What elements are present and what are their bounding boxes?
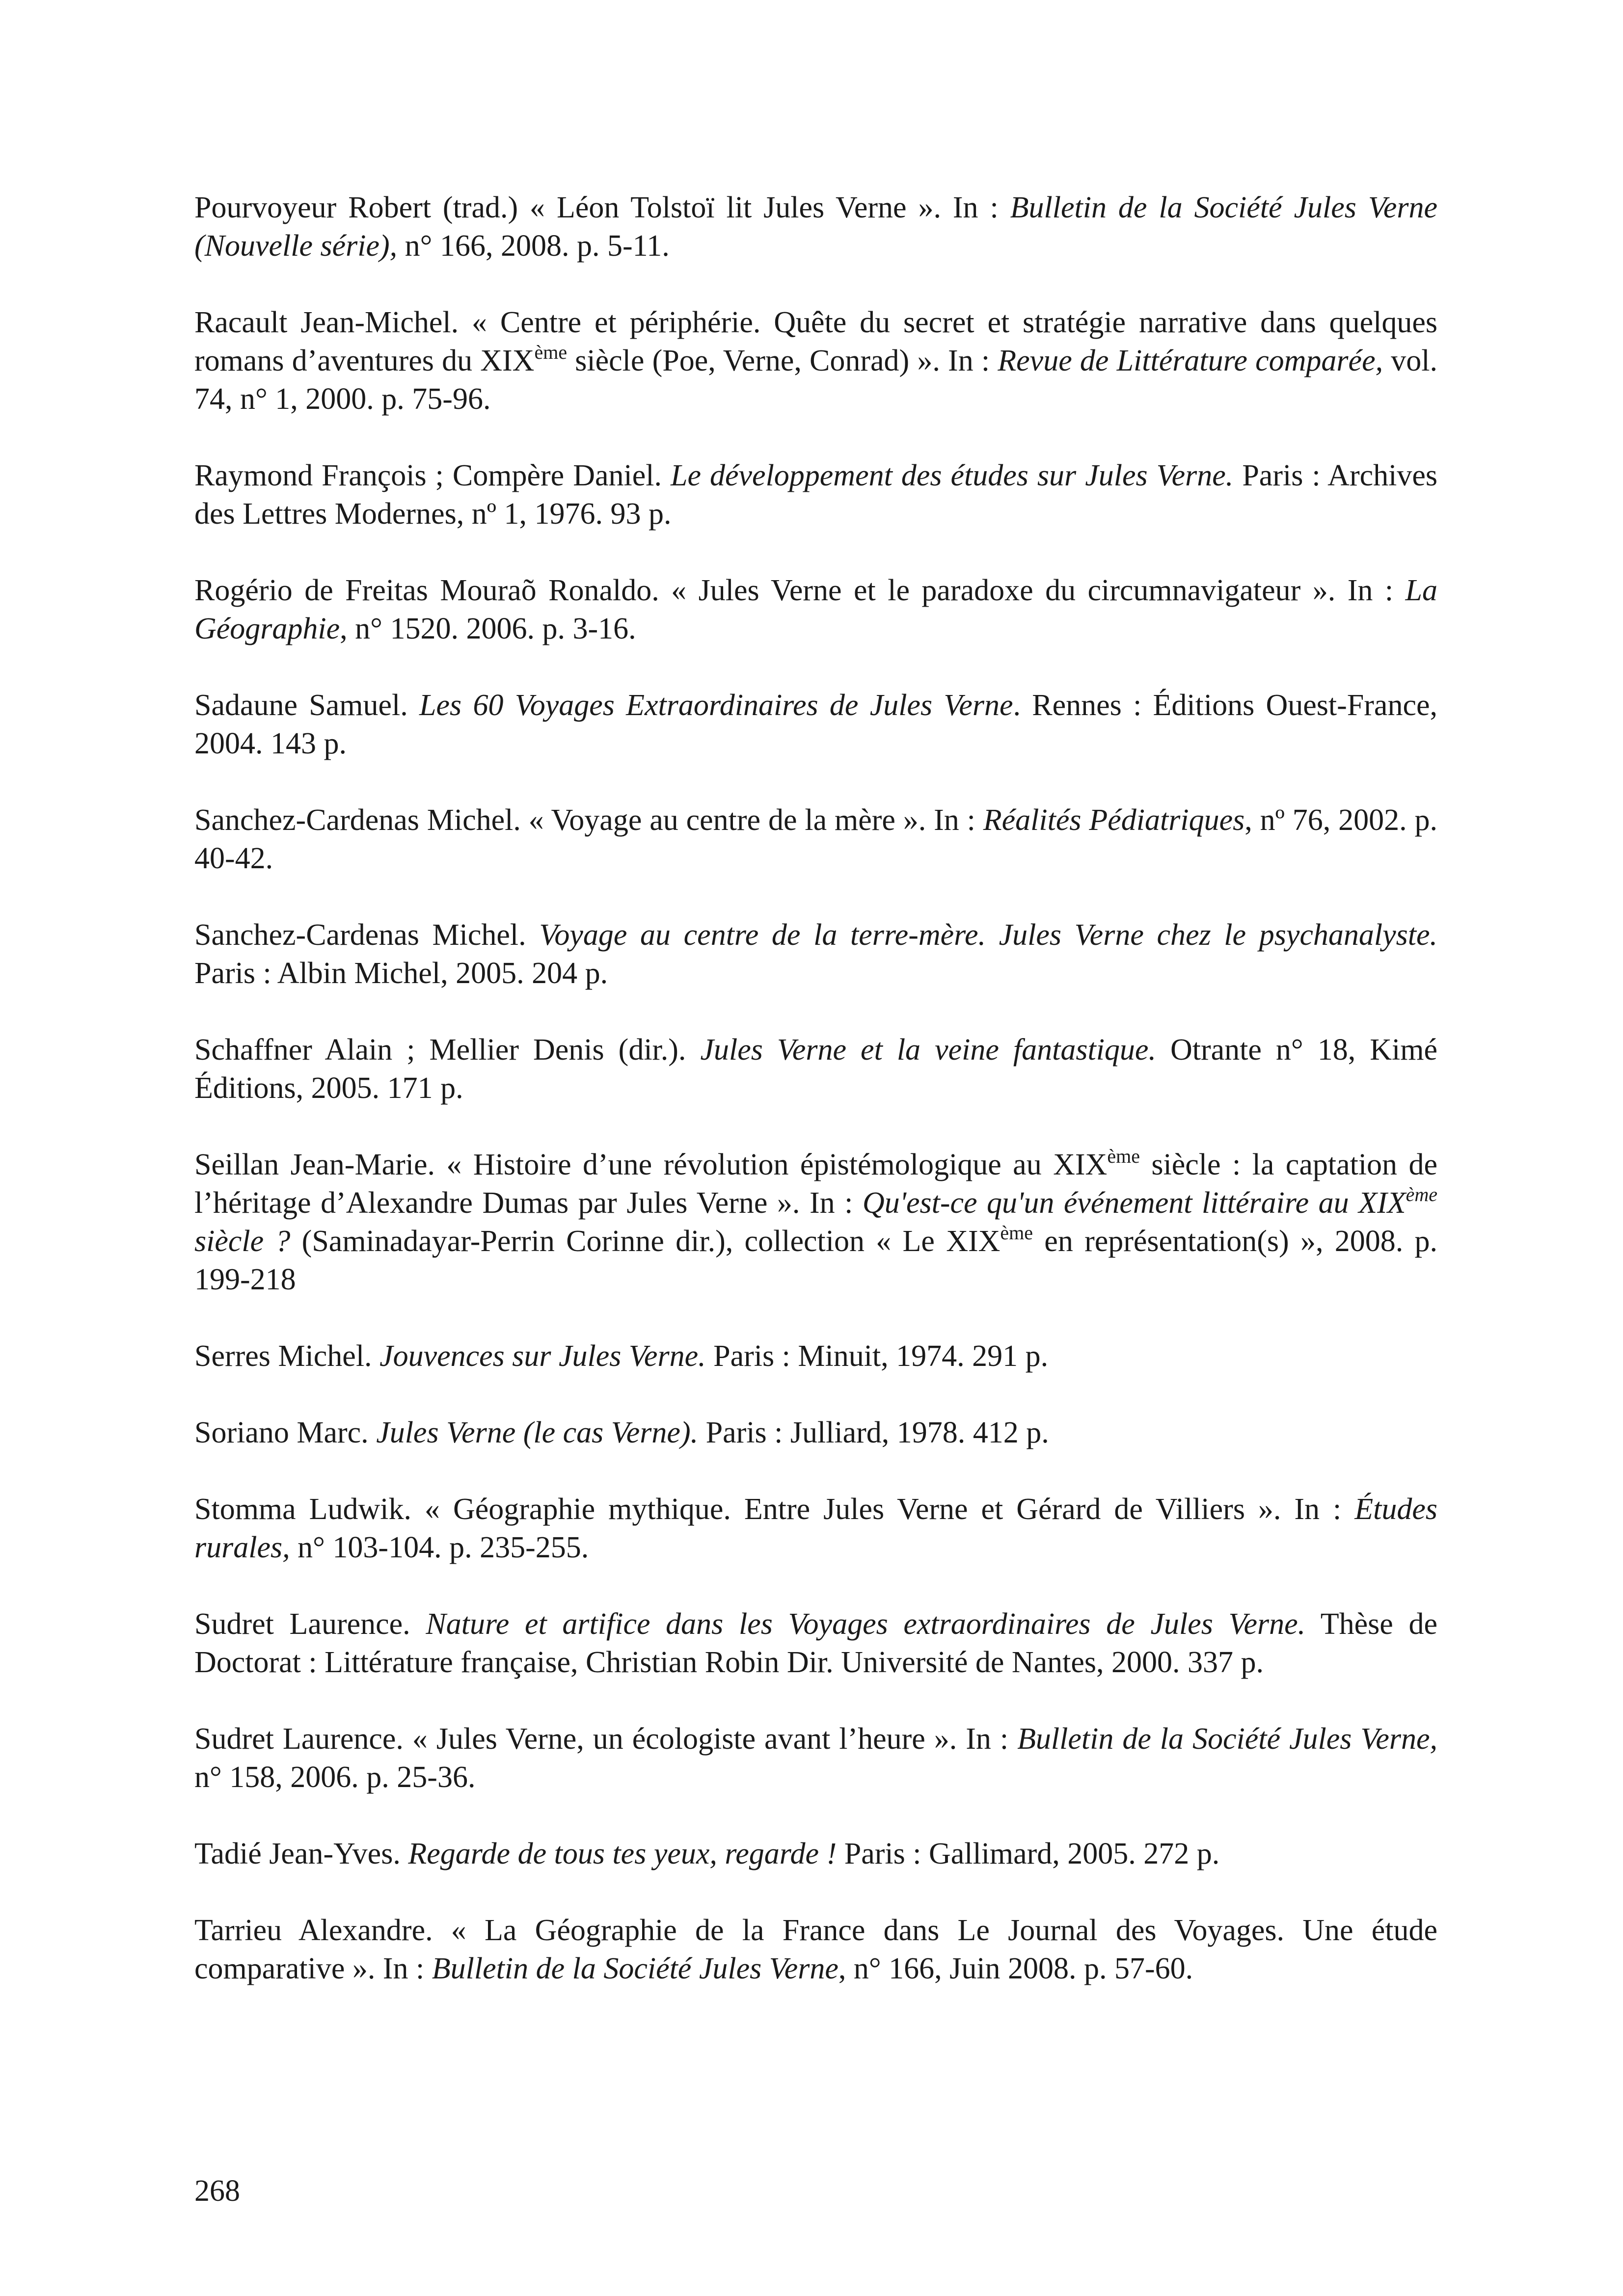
entry-text: Paris : Julliard, 1978. 412 p. — [698, 1416, 1049, 1449]
italic-title: Jouvences sur Jules Verne. — [379, 1339, 706, 1373]
italic-title: Les 60 Voyages Extraordinaires de Jules Verne — [419, 689, 1013, 722]
entry-text: Sudret Laurence. « Jules Verne, un écologiste avant l’heure ». In : — [194, 1722, 1018, 1756]
superscript-text: ème — [534, 341, 568, 363]
bibliography-entry — [194, 1720, 1437, 1796]
entry-text: siècle (Poe, Verne, Conrad) ». In : — [567, 344, 998, 377]
entry-text: Paris : Archives des Lettres Modernes, nº 1, 1976. 93 p. — [194, 459, 1437, 531]
bibliography-entry — [194, 1337, 1437, 1375]
bibliography-entry — [194, 1911, 1437, 1988]
bibliography-entry — [194, 916, 1437, 992]
italic-title: siècle ? — [194, 1225, 291, 1258]
entry-text: Serres Michel. — [194, 1339, 380, 1373]
bibliography-entry — [194, 1835, 1437, 1873]
bibliography-entry — [194, 1414, 1437, 1452]
bibliography-entry — [194, 1031, 1437, 1107]
entry-text: , n° 166, Juin 2008. p. 57-60. — [838, 1952, 1193, 1985]
italic-title: Bulletin de la Société Jules Verne, — [1017, 1722, 1437, 1756]
italic-title: Qu'est-ce qu'un événement littéraire au XIX — [862, 1186, 1406, 1220]
entry-text: Sudret Laurence. — [194, 1607, 426, 1641]
bibliography-list — [194, 188, 1437, 2026]
entry-text: Sanchez-Cardenas Michel. — [194, 918, 540, 952]
bibliography-entry — [194, 456, 1437, 533]
italic-title: Études rurales, — [194, 1493, 1437, 1564]
entry-text: Rogério de Freitas Mouraõ Ronaldo. « Jules Verne et le paradoxe du circumnavigateur ». In : — [194, 574, 1406, 607]
bibliography-entry — [194, 1490, 1437, 1567]
entry-text: Seillan Jean-Marie. « Histoire d’une révolution épistémologique au XIX — [194, 1148, 1108, 1181]
entry-text: n° 103-104. p. 235-255. — [290, 1531, 589, 1564]
entry-text: Paris : Albin Michel, 2005. 204 p. — [194, 957, 608, 990]
entry-text: Sanchez-Cardenas Michel. « Voyage au centre de la mère ». In : — [194, 803, 983, 837]
italic-title: Nature et artifice dans les Voyages extraordinaires de Jules Verne. — [426, 1607, 1306, 1641]
bibliography-entry — [194, 1146, 1437, 1299]
page-number: 268 — [194, 2174, 240, 2208]
italic-title: Voyage au centre de la terre-mère. Jules Verne chez le psychanalyste. — [539, 918, 1437, 952]
bibliography-entry — [194, 571, 1437, 648]
superscript-text: ème — [1406, 1183, 1437, 1205]
italic-title: Revue de Littérature comparée, — [998, 344, 1383, 377]
entry-text: Stomma Ludwik. « Géographie mythique. Entre Jules Verne et Gérard de Villiers ». In : — [194, 1493, 1355, 1526]
entry-text: , nº 76, 2002. p. 40-42. — [194, 803, 1437, 875]
bibliography-entry — [194, 686, 1437, 763]
entry-text: n° 166, 2008. p. 5-11. — [397, 229, 670, 263]
entry-text: Raymond François ; Compère Daniel. — [194, 459, 671, 492]
entry-text: Paris : Gallimard, 2005. 272 p. — [837, 1837, 1220, 1870]
bibliography-entry — [194, 303, 1437, 418]
bibliography-entry — [194, 801, 1437, 878]
entry-text: Soriano Marc. — [194, 1416, 377, 1449]
entry-text: Tadié Jean-Yves. — [194, 1837, 408, 1870]
italic-title: Bulletin de la Société Jules Verne (Nouvelle série), — [194, 191, 1437, 263]
entry-text: en représentation(s) », 2008. p. 199-218 — [194, 1225, 1437, 1296]
entry-text: Paris : Minuit, 1974. 291 p. — [705, 1339, 1049, 1373]
italic-title: La Géographie — [194, 574, 1437, 645]
superscript-text: ème — [1107, 1145, 1140, 1167]
entry-text: vol. 74, n° 1, 2000. p. 75-96. — [194, 344, 1437, 416]
entry-text: , n° 1520. 2006. p. 3-16. — [340, 612, 636, 645]
entry-text: Schaffner Alain ; Mellier Denis (dir.). — [194, 1033, 701, 1067]
italic-title: Le développement des études sur Jules Verne. — [670, 459, 1234, 492]
entry-text: Thèse de Doctorat : Littérature française, Christian Robin Dir. Université de Nantes, 2000. 337 p. — [194, 1607, 1438, 1679]
entry-text: . Rennes : Éditions Ouest-France, 2004. 143 p. — [194, 689, 1437, 760]
italic-title: Jules Verne et la veine fantastique. — [700, 1033, 1156, 1067]
entry-text: Sadaune Samuel. — [194, 689, 420, 722]
italic-title: Bulletin de la Société Jules Verne — [432, 1952, 839, 1985]
entry-text: (Saminadayar-Perrin Corinne dir.), collection « Le XIX — [290, 1225, 1001, 1258]
entry-text: Racault Jean-Michel. « Centre et périphérie. Quête du secret et stratégie narrative dans quelques romans d’aventures du XIX — [194, 306, 1437, 377]
bibliography-entry — [194, 188, 1437, 265]
entry-text: n° 158, 2006. p. 25-36. — [194, 1761, 476, 1794]
italic-title: Réalités Pédiatriques — [983, 803, 1245, 837]
entry-text: Pourvoyeur Robert (trad.) « Léon Tolstoï lit Jules Verne ». In : — [194, 191, 1010, 224]
entry-text: siècle : la captation de l’héritage d’Alexandre Dumas par Jules Verne ». In : — [194, 1148, 1437, 1220]
entry-text: Tarrieu Alexandre. « La Géographie de la France dans Le Journal des Voyages. Une étude comparative ». In : — [194, 1914, 1437, 1985]
italic-title: Jules Verne (le cas Verne). — [376, 1416, 699, 1449]
italic-title: Regarde de tous tes yeux, regarde ! — [408, 1837, 837, 1870]
entry-text: Otrante n° 18, Kimé Éditions, 2005. 171 p. — [194, 1033, 1438, 1105]
bibliography-entry — [194, 1605, 1437, 1682]
superscript-text: ème — [1000, 1222, 1033, 1244]
